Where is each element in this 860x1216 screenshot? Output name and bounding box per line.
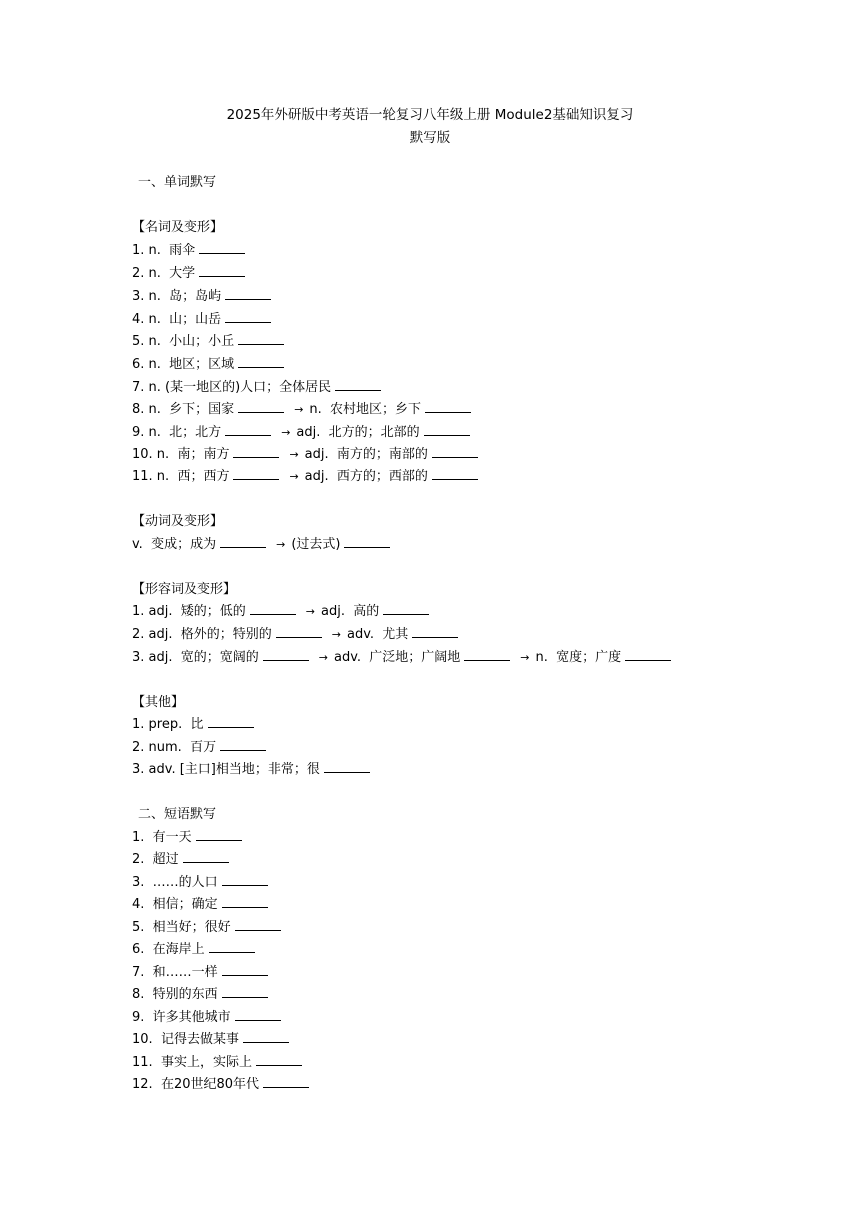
phrase-item: 6. 在海岸上 bbox=[132, 940, 259, 960]
adjective-item: 1. adj. 矮的；低的 → adj. 高的 bbox=[132, 602, 433, 622]
answer-blank[interactable] bbox=[222, 873, 268, 886]
arrow-icon: → bbox=[520, 651, 530, 664]
answer-blank[interactable] bbox=[220, 535, 266, 548]
arrow-icon: → bbox=[318, 651, 328, 664]
noun-item: 5. n. 小山；小丘 bbox=[132, 332, 288, 352]
answer-blank[interactable] bbox=[222, 985, 268, 998]
other-item: 1. prep. 比 bbox=[132, 715, 258, 735]
answer-blank[interactable] bbox=[225, 423, 271, 436]
phrase-item: 8. 特别的东西 bbox=[132, 985, 272, 1005]
answer-blank[interactable] bbox=[464, 648, 510, 661]
phrase-item: 5. 相当好；很好 bbox=[132, 918, 285, 938]
answer-blank[interactable] bbox=[225, 310, 271, 323]
answer-blank[interactable] bbox=[425, 400, 471, 413]
noun-item: 6. n. 地区；区域 bbox=[132, 355, 288, 375]
nouns-header: 【名词及变形】 bbox=[132, 220, 224, 235]
noun-item: 7. n. (某一地区的)人口；全体居民 bbox=[132, 378, 385, 398]
answer-blank[interactable] bbox=[263, 648, 309, 661]
phrase-item: 1. 有一天 bbox=[132, 828, 246, 848]
phrase-item: 4. 相信；确定 bbox=[132, 895, 272, 915]
verbs-header: 【动词及变形】 bbox=[132, 514, 224, 529]
answer-blank[interactable] bbox=[220, 738, 266, 751]
answer-blank[interactable] bbox=[250, 602, 296, 615]
others-header: 【其他】 bbox=[132, 695, 185, 710]
phrase-item: 11. 事实上，实际上 bbox=[132, 1053, 306, 1073]
noun-item: 10. n. 南；南方 → adj. 南方的；南部的 bbox=[132, 445, 482, 465]
arrow-icon: → bbox=[289, 448, 299, 461]
answer-blank[interactable] bbox=[222, 963, 268, 976]
answer-blank[interactable] bbox=[225, 287, 271, 300]
answer-blank[interactable] bbox=[238, 355, 284, 368]
phrase-item: 2. 超过 bbox=[132, 850, 233, 870]
noun-item: 2. n. 大学 bbox=[132, 264, 249, 284]
answer-blank[interactable] bbox=[276, 625, 322, 638]
other-item: 3. adv. [主口]相当地；非常；很 bbox=[132, 760, 374, 780]
answer-blank[interactable] bbox=[235, 918, 281, 931]
arrow-icon: → bbox=[281, 426, 291, 439]
arrow-icon: → bbox=[294, 403, 304, 416]
answer-blank[interactable] bbox=[625, 648, 671, 661]
answer-blank[interactable] bbox=[238, 332, 284, 345]
answer-blank[interactable] bbox=[243, 1030, 289, 1043]
answer-blank[interactable] bbox=[233, 467, 279, 480]
answer-blank[interactable] bbox=[432, 467, 478, 480]
section-heading-phrases: 二、短语默写 bbox=[138, 807, 217, 822]
answer-blank[interactable] bbox=[324, 760, 370, 773]
answer-blank[interactable] bbox=[233, 445, 279, 458]
noun-item: 1. n. 雨伞 bbox=[132, 241, 249, 261]
answer-blank[interactable] bbox=[412, 625, 458, 638]
answer-blank[interactable] bbox=[196, 828, 242, 841]
arrow-icon: → bbox=[289, 470, 299, 483]
answer-blank[interactable] bbox=[344, 535, 390, 548]
answer-blank[interactable] bbox=[208, 715, 254, 728]
noun-item: 11. n. 西；西方 → adj. 西方的；西部的 bbox=[132, 467, 482, 487]
section-heading-words: 一、单词默写 bbox=[138, 175, 217, 190]
adjectives-header: 【形容词及变形】 bbox=[132, 582, 237, 597]
phrase-item: 10. 记得去做某事 bbox=[132, 1030, 293, 1050]
phrase-item: 9. 许多其他城市 bbox=[132, 1008, 285, 1028]
answer-blank[interactable] bbox=[199, 264, 245, 277]
answer-blank[interactable] bbox=[209, 940, 255, 953]
verb-item: v. 变成；成为 → (过去式) bbox=[132, 535, 394, 555]
answer-blank[interactable] bbox=[263, 1075, 309, 1088]
arrow-icon: → bbox=[331, 628, 341, 641]
answer-blank[interactable] bbox=[235, 1008, 281, 1021]
phrase-item: 3. ……的人口 bbox=[132, 873, 272, 893]
answer-blank[interactable] bbox=[183, 850, 229, 863]
answer-blank[interactable] bbox=[424, 423, 470, 436]
arrow-icon: → bbox=[276, 538, 286, 551]
answer-blank[interactable] bbox=[335, 378, 381, 391]
answer-blank[interactable] bbox=[432, 445, 478, 458]
adjective-item: 2. adj. 格外的；特别的 → adv. 尤其 bbox=[132, 625, 462, 645]
adjective-item: 3. adj. 宽的；宽阔的 → adv. 广泛地；广阔地 → n. 宽度；广度 bbox=[132, 648, 675, 668]
document-title: 2025年外研版中考英语一轮复习八年级上册 Module2基础知识复习 bbox=[226, 107, 634, 123]
noun-item: 4. n. 山；山岳 bbox=[132, 310, 275, 330]
answer-blank[interactable] bbox=[383, 602, 429, 615]
arrow-icon: → bbox=[305, 605, 315, 618]
answer-blank[interactable] bbox=[256, 1053, 302, 1066]
phrase-item: 12. 在20世纪80年代 bbox=[132, 1075, 313, 1095]
noun-item: 9. n. 北；北方 → adj. 北方的；北部的 bbox=[132, 423, 474, 443]
noun-item: 3. n. 岛；岛屿 bbox=[132, 287, 275, 307]
answer-blank[interactable] bbox=[222, 895, 268, 908]
noun-item: 8. n. 乡下；国家 → n. 农村地区；乡下 bbox=[132, 400, 475, 420]
answer-blank[interactable] bbox=[238, 400, 284, 413]
answer-blank[interactable] bbox=[199, 241, 245, 254]
other-item: 2. num. 百万 bbox=[132, 738, 270, 758]
document-subtitle: 默写版 bbox=[409, 130, 451, 146]
phrase-item: 7. 和……一样 bbox=[132, 963, 272, 983]
